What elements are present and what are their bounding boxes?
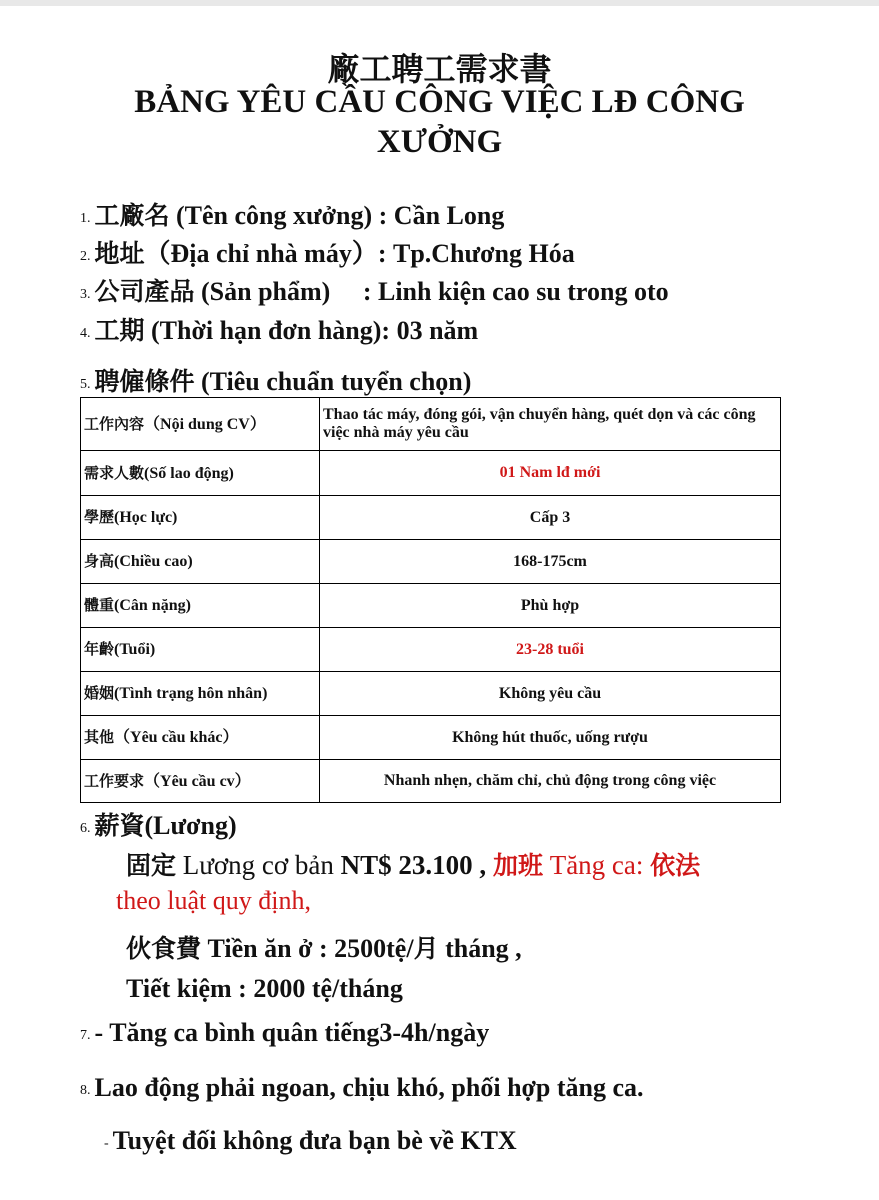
row-label-zh: 婚姻 [84, 684, 115, 702]
base-label-zh: 固定 [126, 851, 177, 880]
overtime-law-zh: 依法 [650, 851, 701, 880]
row-label-zh: 工作內容 [84, 414, 145, 433]
row-label-vn: (Học lực) [114, 509, 178, 526]
row-value: 01 Nam lđ mới [320, 451, 781, 496]
saving-line: Tiết kiệm : 2000 tệ/tháng [126, 974, 403, 1003]
table-row [81, 398, 781, 451]
row-label-vn: (Tình trạng hôn nhân) [114, 685, 268, 702]
row-label [81, 496, 320, 540]
row-label [81, 716, 320, 760]
row-label-zh: 學歷 [84, 508, 115, 526]
item-label-zh: 公司產品 [94, 277, 195, 306]
row-label-zh: 工作要求 [84, 771, 145, 790]
table-row [81, 451, 781, 496]
item-number: 8. [80, 1083, 91, 1098]
item-contract-term [80, 311, 478, 347]
item-label-zh: 地址 [94, 239, 145, 268]
item-number: 7. [80, 1028, 91, 1043]
item-number: 5. [80, 377, 91, 392]
item-factory-name [80, 196, 504, 232]
row-value: Phù hợp [320, 584, 781, 628]
top-border [0, 0, 879, 6]
table-row [81, 716, 781, 760]
table-row [81, 628, 781, 672]
row-label-zh: 身高 [84, 552, 115, 570]
item-product [80, 272, 669, 308]
row-value: Nhanh nhẹn, chăm chỉ, chủ động trong công việc [320, 760, 781, 803]
item-requirements [80, 362, 471, 398]
title-vietnamese-line2: XƯỞNG [376, 124, 503, 160]
requirements-table [80, 397, 781, 803]
food-label-zh: 伙食費 [126, 934, 202, 963]
row-label-vn: (Số lao động) [144, 464, 234, 482]
item-number: 6. [80, 821, 91, 836]
row-label-vn: （Yêu cầu cv） [144, 772, 251, 790]
note-text: - Tăng ca bình quân tiếng3-4h/ngày [94, 1018, 490, 1047]
row-label-vn: （Yêu cầu khác） [114, 729, 239, 746]
item-text: (Tiêu chuẩn tuyển chọn) [194, 367, 472, 396]
item-text: (Thời hạn đơn hàng): 03 năm [144, 316, 479, 345]
row-value: 23-28 tuổi [320, 628, 781, 672]
note-text: Tuyệt đối không đưa bạn bè về KTX [112, 1126, 517, 1155]
base-amount: NT$ 23.100 , [340, 850, 493, 880]
item-text: （Địa chỉ nhà máy）: Tp.Chương Hóa [144, 239, 575, 268]
food-month-vn: tháng , [438, 934, 522, 963]
table-row [81, 672, 781, 716]
table-row [81, 760, 781, 803]
overtime-law-text: theo luật quy định, [116, 886, 311, 915]
item-salary [80, 806, 237, 842]
item-text: (Sản phẩm) : Linh kiện cao su trong oto [194, 277, 669, 306]
row-label [81, 398, 320, 451]
note-text: Lao động phải ngoan, chịu khó, phối hợp tăng ca. [94, 1073, 644, 1102]
note-overtime [80, 1018, 489, 1048]
row-value: 168-175cm [320, 540, 781, 584]
row-value: Cấp 3 [320, 496, 781, 540]
row-label [81, 760, 320, 803]
row-label [81, 672, 320, 716]
item-text: (Tên công xưởng) : Cần Long [169, 201, 505, 230]
item-text: (Lương) [144, 811, 237, 840]
item-label-zh: 工廠名 [94, 201, 170, 230]
row-label [81, 451, 320, 496]
row-label [81, 628, 320, 672]
row-label-vn: （Nội dung CV） [144, 415, 266, 433]
row-value: Thao tác máy, đóng gói, vận chuyển hàng, quét dọn và các công việc nhà máy yêu cầu [320, 398, 781, 451]
food-label: Tiền ăn ở : 2500tệ/ [201, 934, 414, 963]
overtime-label: Tăng ca: [542, 850, 651, 880]
item-number: 1. [80, 211, 91, 226]
item-number: 3. [80, 287, 91, 302]
row-label-zh: 體重 [84, 596, 115, 614]
row-value: Không hút thuốc, uống rượu [320, 716, 781, 760]
row-label-zh: 年齡 [84, 640, 115, 658]
note-dormitory [104, 1126, 517, 1156]
row-label [81, 540, 320, 584]
title-vietnamese-line1: BẢNG YÊU CẦU CÔNG VIỆC LĐ CÔNG [134, 84, 745, 120]
table-row [81, 496, 781, 540]
food-month-zh: 月 [413, 934, 439, 963]
row-label [81, 584, 320, 628]
row-label-vn: (Cân nặng) [114, 597, 191, 614]
row-label-zh: 需求人數 [84, 463, 145, 482]
row-label-vn: (Chiều cao) [114, 553, 193, 570]
food-allowance-line [126, 929, 522, 965]
item-label-zh: 工期 [94, 316, 145, 345]
overtime-label-zh: 加班 [492, 851, 543, 880]
row-label-vn: (Tuổi) [114, 641, 156, 658]
row-value: Không yêu cầu [320, 672, 781, 716]
item-number: 2. [80, 249, 91, 264]
row-label-zh: 其他 [84, 728, 115, 746]
table-row [81, 584, 781, 628]
item-label-zh: 薪資 [94, 811, 145, 840]
item-number: 4. [80, 326, 91, 341]
item-number: - [104, 1136, 109, 1151]
note-behavior [80, 1073, 644, 1103]
item-label-zh: 聘僱條件 [94, 367, 195, 396]
table-row [81, 540, 781, 584]
salary-base-line [126, 846, 700, 882]
item-address [80, 233, 575, 270]
base-label: Lương cơ bản [176, 850, 341, 880]
title-chinese: 廠工聘工需求書 [327, 50, 552, 88]
